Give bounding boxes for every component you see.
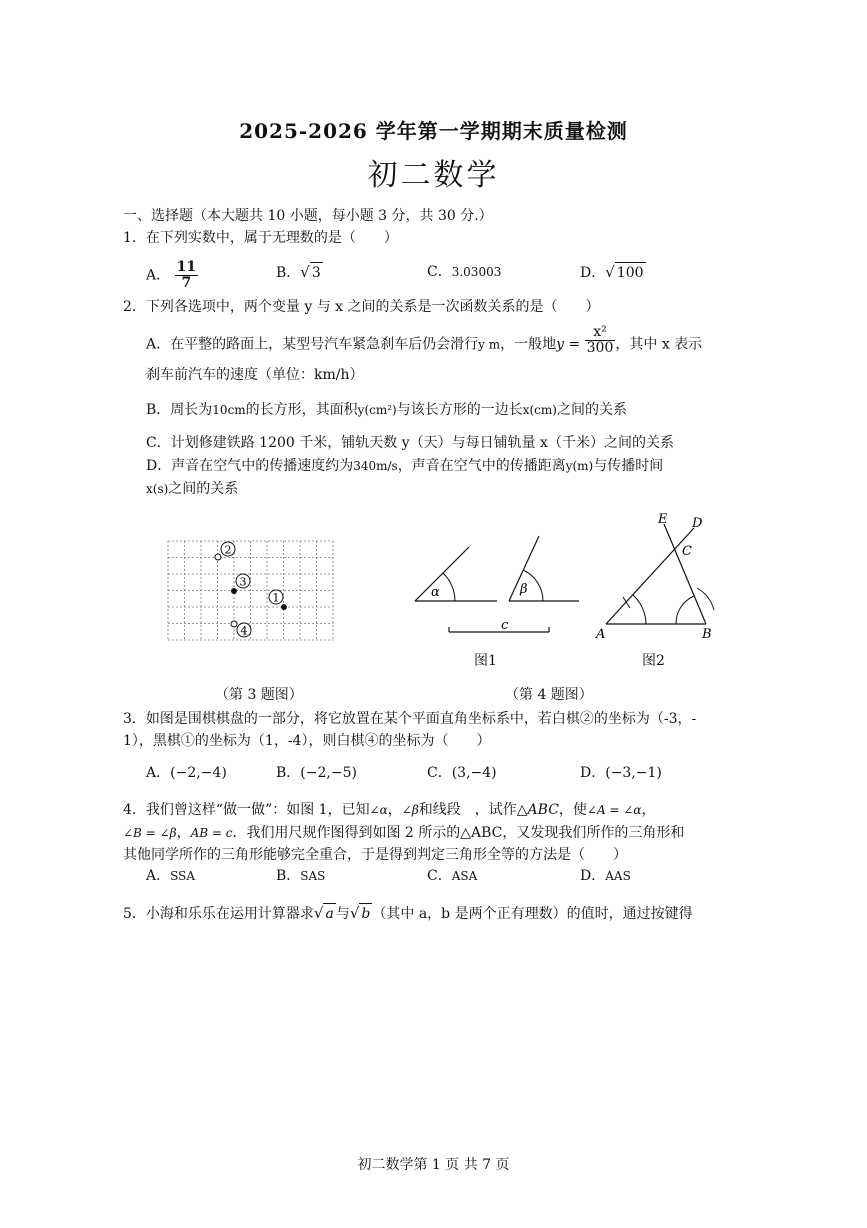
radical-sign: √ [605,263,615,281]
q4-line1 [123,800,655,820]
q2-d-text: D．声音在空气中的传播速度约为 [146,458,354,474]
q4-option-d-label: D． [580,868,606,884]
q2-b-text: B．周长为 [146,402,213,418]
black-stone-1 [281,604,287,610]
q1-fraction [175,260,198,291]
q2-a-fraction [585,325,616,356]
q2-b-area: y(cm²) [357,403,397,417]
q1-option-c [427,262,501,282]
q4-sep: ， [387,802,402,818]
label-3: 3 [239,575,247,589]
q4-text3: ，使 [558,802,587,818]
q2-b-length: 10cm [212,403,246,417]
point-e-label: E [658,512,668,527]
point-b-label: B [702,627,712,642]
q1-fraction-numerator: 11 [176,259,197,275]
beta-label: β [520,582,528,597]
q2-d-text4: 之间的关系 [168,481,239,497]
q1-option-d [580,262,646,283]
figure-2-triangle [594,510,729,645]
q2-a-text: A．在平整的路面上，某型号汽车紧急刹车后仍会滑行 [146,336,479,353]
q2-d-text3: 与传播时间 [593,458,664,474]
q4-text2: 和线段 ，试作 [418,802,517,818]
q1-option-a-label: A． [146,267,171,284]
white-stone-2 [215,554,221,560]
q3-option-d [580,763,662,783]
q1-option-c-value: 3.03003 [451,265,502,279]
q1-option-d-label: D． [580,265,606,281]
segment-c-label: c [501,618,509,633]
q2-a-denominator: 300 [586,340,614,356]
q2-b-text4: 之间的关系 [556,402,627,418]
alpha-arm-ray [415,547,469,601]
q4-angle-b-eq: ∠B = ∠β [123,826,177,840]
radical-sign: √ [313,904,324,922]
q4-option-d-value: AAS [605,869,631,883]
q4-ab-eq: AB = c [190,826,233,840]
q4-option-d [580,866,631,886]
q3-option-a-label: A． [146,765,171,781]
arc-at-a [633,595,646,624]
page-footer: 初二数学第 1 页 共 7 页 [357,1157,510,1173]
ray-be [664,524,706,624]
q1-option-a [146,260,198,291]
q4-text: 4．我们曾这样“做一做”：如图 1，已知 [123,802,370,818]
label-4: 4 [240,624,248,638]
q1-radicand-d: 100 [615,262,646,283]
q4-option-a-label: A． [146,868,171,884]
q4-option-b-label: B． [276,868,301,884]
q4-line2 [123,823,684,843]
q1-option-b-label: B． [276,265,301,281]
q2-a-yeq: y = [556,336,581,353]
exam-title: 2025-2026 学年第一学期期末质量检测 [239,119,628,143]
q1-stem: 1．在下列实数中，属于无理数的是（ ） [123,230,398,246]
q2-a-numerator: x² [585,325,616,341]
q3-line2: 1），黑棋①的坐标为（1，-4），则白棋④的坐标为（ ） [123,733,491,749]
fig4-caption: （第 4 题图） [505,687,593,703]
fig1-label: 图1 [474,653,497,669]
q4-option-b [276,866,325,886]
go-board-figure [160,535,340,645]
q1-option-b [276,262,323,283]
q2-option-a-line2: 刹车前汽车的速度（单位：km/h） [146,367,364,383]
q4-alpha: ∠α [369,803,388,817]
point-c-label: C [682,544,692,559]
q2-a-text2: ，一般地 [500,336,557,353]
q2-stem: 2．下列各选项中，两个变量 y 与 x 之间的关系是一次函数关系的是（ ） [123,299,600,315]
q3-line1: 3．如图是围棋棋盘的一部分，将它放置在某个平面直角坐标系中，若白棋②的坐标为（-3，- [123,711,697,727]
q4-line3: 其他同学所作的三角形能够完全重合，于是得到判定三角形全等的方法是（ ） [123,847,627,863]
subject-title: 初二数学 [367,158,500,193]
q4-option-c [427,866,477,886]
q1-option-c-label: C． [427,264,452,280]
q3-option-c-value: (3,−4) [451,765,497,781]
q5-text: 5．小海和乐乐在运用计算器求 [123,906,314,922]
q3-option-a-value: (−2,−4) [170,765,227,781]
q3-option-c-label: C． [427,765,452,781]
white-stone-4 [231,621,237,627]
q2-b-side: x(cm) [522,403,557,417]
q1-radicand-b: 3 [310,262,323,283]
q4-option-c-label: C． [427,868,452,884]
q2-d-text2: ，声音在空气中的传播距离 [397,458,566,474]
section-heading: 一、选择题（本大题共 10 小题，每小题 3 分，共 30 分.） [123,208,493,224]
q3-option-d-label: D． [580,765,606,781]
alpha-arc [443,573,455,601]
point-a-label: A [596,627,606,642]
q2-option-a-line1 [146,324,703,356]
radical-sign: √ [300,263,310,281]
q3-option-b [276,763,357,783]
q2-option-c: C．计划修建铁路 1200 千米，铺轨天数 y（天）与每日铺轨量 x（千米）之间的关系 [146,435,674,451]
q5-radicand-b: b [359,903,372,924]
q2-d-distance: y(m) [565,459,594,473]
board-grid [168,541,333,640]
q4-text4: ．我们用尺规作图得到如图 2 所示的△ABC，又发现我们所作的三角形和 [232,825,685,841]
arc-mark-b [697,588,714,610]
q4-option-a [146,866,195,886]
q4-beta: ∠β [401,803,419,817]
q3-option-b-value: (−2,−5) [300,765,357,781]
arc-at-b [676,596,694,624]
q2-d-time: x(s) [146,482,169,496]
fig2-label: 图2 [642,653,665,669]
fig3-caption: （第 3 题图） [215,687,303,703]
radical-sign: √ [349,904,360,922]
q4-sep3: ， [176,825,191,841]
label-2: 2 [224,543,232,557]
q5-mid: 与 [335,906,350,922]
ray-ad [606,528,694,624]
q2-b-text2: 的长方形，其面积 [245,402,358,418]
q2-option-d-line2 [146,479,238,499]
label-1: 1 [272,591,280,605]
q3-option-d-value: (−3,−1) [605,765,662,781]
alpha-label: α [431,585,440,600]
q2-option-d-line1 [146,456,663,476]
q4-option-a-value: SSA [170,869,196,883]
figure-1-angles [405,530,590,645]
q4-triangle: △ABC [516,802,559,818]
q1-fraction-denominator: 7 [181,275,192,291]
q2-a-unit: y m [478,337,501,352]
q2-a-text3: ，其中 x 表示 [615,336,703,353]
q4-option-b-value: SAS [300,869,326,883]
q2-b-text3: 与该长方形的一边长 [396,402,523,418]
point-d-label: D [692,516,703,531]
black-stone-3 [231,588,237,594]
q5-line1 [123,903,693,924]
q4-option-c-value: ASA [451,869,478,883]
q4-sep2: ， [641,802,656,818]
q5-text2: （其中 a，b 是两个正有理数）的值时，通过按键得 [372,906,693,922]
q3-option-c [427,763,497,783]
q4-angle-a-eq: ∠A = ∠α [586,803,642,817]
q2-d-speed: 340m/s [353,459,398,473]
q5-radicand-a: a [323,903,335,924]
q3-option-a [146,763,227,783]
q2-option-b [146,400,627,420]
q3-option-b-label: B． [276,765,301,781]
